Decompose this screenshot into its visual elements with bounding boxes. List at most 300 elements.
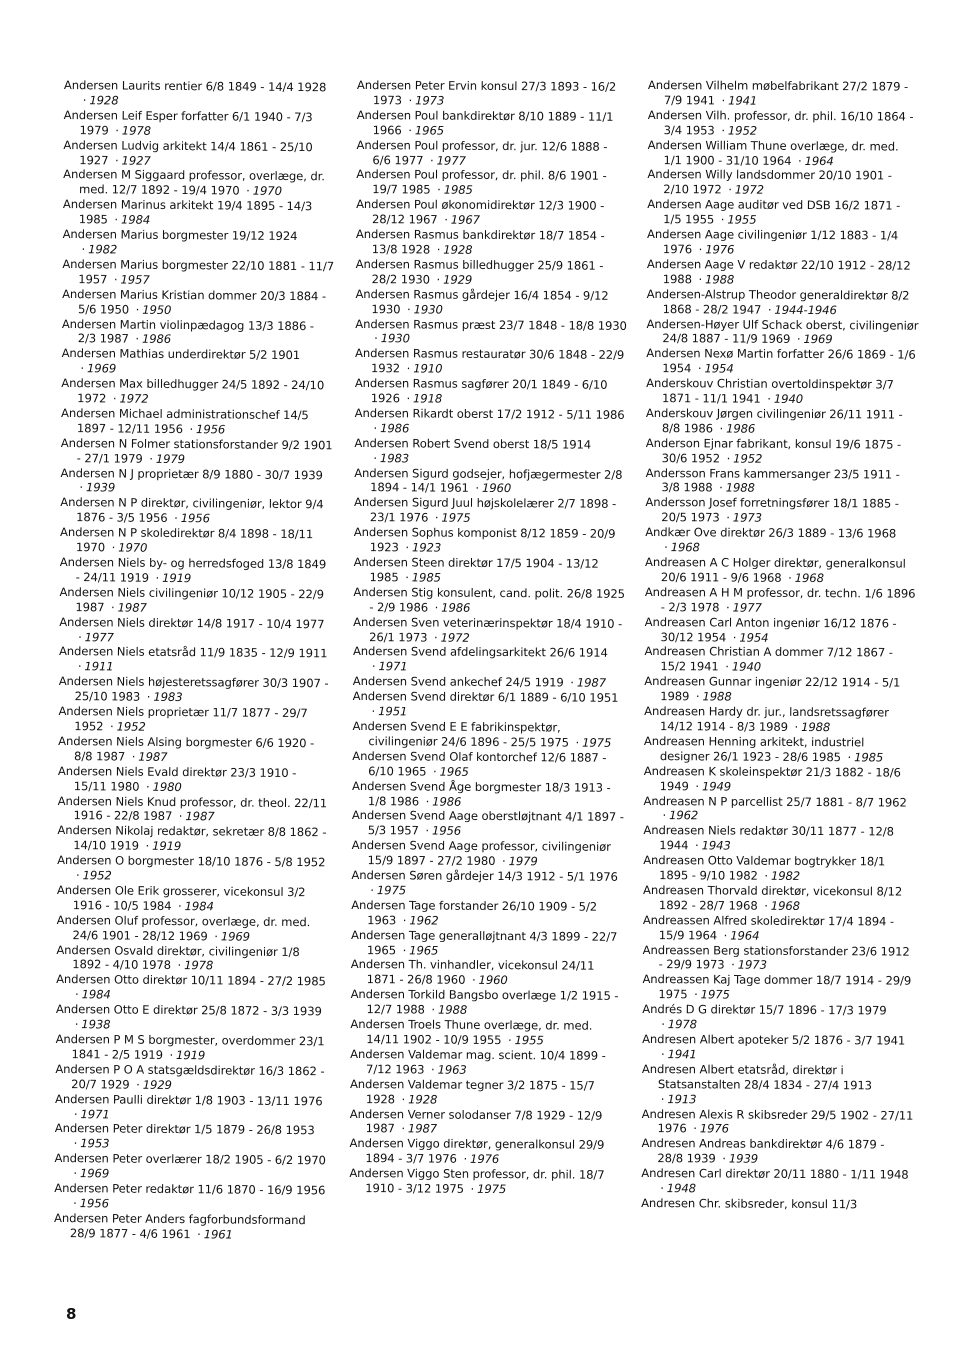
separator-dot: · xyxy=(788,570,792,585)
separator-dot: · xyxy=(246,183,250,198)
index-entry xyxy=(355,376,627,408)
separator-dot: · xyxy=(408,123,412,138)
entry-year: 1988 xyxy=(705,272,735,287)
separator-dot: · xyxy=(405,570,409,585)
entry-year: 1952 xyxy=(116,719,146,734)
entry-text: Andersen Verner solodanser 7/8 1929 - 12/9 1987 xyxy=(349,1106,603,1136)
index-entry xyxy=(645,525,917,556)
entry-year: 1976 xyxy=(470,1152,500,1167)
entry-year: 1967 xyxy=(450,212,480,228)
index-entry xyxy=(356,167,628,199)
entry-year: 1987 xyxy=(407,1121,438,1137)
index-entry xyxy=(63,167,335,199)
separator-dot: · xyxy=(111,540,116,555)
entry-year: 1988 xyxy=(725,480,755,496)
entry-text: Andersen Rasmus præst 23/7 1848 - 18/8 1930 xyxy=(355,316,627,333)
index-entry xyxy=(54,1211,326,1243)
entry-text: Andersen Poul professor, dr. phil. 8/6 1901 - 19/7 1985 xyxy=(356,167,607,197)
entry-year: 1968 xyxy=(794,570,824,585)
entry-text: Andrés D G direktør 15/7 1896 - 17/3 1979 xyxy=(642,1002,887,1018)
index-entry xyxy=(643,883,915,914)
entry-year: 1977 xyxy=(84,629,114,644)
entry-text: Andersen Mathias underdirektør 5/2 1901 xyxy=(61,346,301,363)
index-entry xyxy=(352,808,624,840)
entry-text: Andresen Albert etatsråd, direktør i Statsanstalten 28/4 1834 - 27/4 1913 xyxy=(641,1061,872,1093)
entry-year: 1975 xyxy=(700,987,730,1002)
entry-text: Andersen Ludvig arkitekt 14/4 1861 - 25/10 1927 xyxy=(63,137,313,167)
entry-year: 1927 xyxy=(121,153,151,168)
index-entry xyxy=(60,555,332,587)
separator-dot: · xyxy=(73,1136,78,1151)
entry-year: 1930 xyxy=(413,301,443,317)
entry-text: Andersen Aage civilingeniør 1/12 1883 - 1/4 1976 xyxy=(647,227,899,257)
separator-dot: · xyxy=(570,675,574,690)
separator-dot: · xyxy=(731,957,735,973)
index-entry xyxy=(56,913,328,945)
separator-dot: · xyxy=(501,854,506,869)
entry-text: Andersen Niels etatsråd 11/9 1835 - 12/9 1911 xyxy=(58,644,328,661)
index-entry xyxy=(644,764,916,795)
index-entry xyxy=(58,734,330,766)
index-entry xyxy=(353,585,625,617)
separator-dot: · xyxy=(73,1196,77,1211)
entry-year: 1919 xyxy=(162,570,192,586)
entry-text: Anderskouv Christian overtoldinspektør 3/7 1871 - 11/1 1941 xyxy=(646,376,894,406)
entry-text: Andersen Niels Alsing borgmester 6/6 1920 - 8/8 1987 xyxy=(58,733,315,764)
separator-dot: · xyxy=(373,420,378,435)
index-entry xyxy=(353,689,625,721)
separator-dot: · xyxy=(115,123,119,138)
entry-year: 1956 xyxy=(79,1196,109,1211)
entry-text: Andreasen Otto Valdemar bogtrykker 18/1 1895 - 9/10 1982 xyxy=(643,853,886,883)
index-entry xyxy=(63,108,335,140)
separator-dot: · xyxy=(661,1017,665,1032)
entry-text: Andersen Paulli direktør 1/8 1903 - 13/11 1976 xyxy=(55,1091,323,1108)
index-entry xyxy=(647,287,919,318)
entry-text: Andreasen Niels redaktør 30/11 1877 - 12/8 1944 xyxy=(643,823,894,853)
entry-year: 1961 xyxy=(203,1227,233,1242)
entry-year: 1941 xyxy=(667,1047,697,1062)
separator-dot: · xyxy=(114,212,119,227)
entry-year: 1965 xyxy=(409,942,439,958)
entry-text: Andersen Stig konsulent, cand. polit. 26/8 1925 - 2/9 1986 xyxy=(353,584,626,615)
entry-year: 1972 xyxy=(734,182,764,198)
entry-text: Andersen Oluf professor, overlæge, dr. med. 24/6 1901 - 28/12 1969 xyxy=(56,912,311,943)
separator-dot: · xyxy=(664,540,668,555)
index-entry xyxy=(646,406,918,437)
entry-year: 1968 xyxy=(770,898,800,913)
index-entry xyxy=(55,1092,327,1124)
index-entry xyxy=(59,615,331,647)
entry-year: 1964 xyxy=(804,153,834,168)
entry-text: Andersen Viggo direktør, generalkonsul 29/9 1894 - 3/7 1976 xyxy=(349,1136,605,1166)
entry-year: 1987 xyxy=(117,600,147,615)
separator-dot: · xyxy=(767,302,772,317)
entry-text: Andreasen A C Holger direktør, generalkonsul 20/6 1911 - 9/6 1968 xyxy=(645,554,906,585)
separator-dot: · xyxy=(660,1047,665,1062)
separator-dot: · xyxy=(720,212,725,227)
entry-year: 1913 xyxy=(667,1091,697,1106)
entry-year: 1968 xyxy=(670,540,700,555)
entry-text: Andersen Sophus komponist 8/12 1859 - 20/9 1923 xyxy=(353,525,616,555)
separator-dot: · xyxy=(406,391,411,406)
index-entry xyxy=(354,436,626,468)
index-entry xyxy=(62,227,334,259)
entry-text: Andersen Laurits rentier 6/8 1849 - 14/4 1928 xyxy=(63,78,327,95)
index-entry xyxy=(642,1062,914,1108)
entry-year: 1975 xyxy=(477,1181,507,1197)
entry-year: 1929 xyxy=(443,272,473,287)
entry-year: 1983 xyxy=(379,450,410,466)
entry-text: Andersson Frans kammersanger 23/5 1911 - 3/8 1988 xyxy=(645,465,900,495)
entry-year: 1929 xyxy=(142,1077,172,1092)
entry-text: Andersen Tage generalløjtnant 4/3 1899 - 22/7 1965 xyxy=(350,927,618,957)
entry-year: 1919 xyxy=(176,1047,206,1063)
entry-year: 1965 xyxy=(439,764,469,779)
entry-year: 1985 xyxy=(854,750,884,765)
separator-dot: · xyxy=(732,630,737,645)
entry-text: Andersen Poul bankdirektør 8/10 1889 - 11/1 1966 xyxy=(356,107,614,138)
index-entry xyxy=(62,287,334,319)
entry-year: 1940 xyxy=(731,659,762,675)
separator-dot: · xyxy=(111,600,115,615)
entry-text: Andersen Peter Ervin konsul 27/3 1893 - 16/2 1973 xyxy=(356,78,617,108)
index-entry xyxy=(352,749,624,781)
entry-text: Andreasen Christian A dommer 7/12 1867 - 15/2 1941 xyxy=(644,644,893,674)
separator-dot: · xyxy=(406,361,411,376)
entry-year: 1956 xyxy=(431,823,462,839)
entry-year: 1984 xyxy=(121,212,151,227)
entry-text: Andersen Viggo Sten professor, dr. phil. 18/7 1910 - 3/12 1975 xyxy=(349,1166,605,1196)
separator-dot: · xyxy=(425,823,430,838)
entry-text: Andresen Andreas bankdirektør 4/6 1879 - 28/8 1939 xyxy=(641,1136,885,1166)
entry-text: Andersson Josef forretningsfører 18/1 1885 - 20/5 1973 xyxy=(645,495,899,525)
index-entry xyxy=(647,257,919,288)
index-entry xyxy=(646,346,918,377)
entry-year: 1950 xyxy=(142,302,172,317)
entry-year: 1969 xyxy=(803,332,833,347)
entry-text: Andersen-Alstrup Theodor generaldirektør 8/2 1868 - 28/2 1947 xyxy=(646,286,910,317)
index-entry xyxy=(648,108,920,139)
entry-text: Andersen Marius borgmester 22/10 1881 - 11/7 1957 xyxy=(62,256,335,287)
index-entry xyxy=(57,823,329,855)
index-entry xyxy=(60,495,332,527)
index-entry xyxy=(642,972,914,1003)
entry-year: 1962 xyxy=(669,808,699,823)
entry-text: Andersen P O A statsgældsdirektør 16/3 1862 - 20/7 1929 xyxy=(55,1061,325,1092)
index-entry xyxy=(356,227,628,259)
separator-dot: · xyxy=(433,630,438,645)
entry-year: 1973 xyxy=(732,510,762,525)
index-entry xyxy=(356,138,628,170)
entry-text: Andresen Carl direktør 20/11 1880 - 1/11 1948 xyxy=(641,1166,909,1182)
index-entry xyxy=(350,1107,622,1139)
entry-text: Andersen Svend Olaf kontorchef 12/6 1887 - 6/10 1965 xyxy=(352,748,607,779)
index-entry xyxy=(643,793,915,824)
index-entry xyxy=(644,704,916,735)
entry-text: Andersen Svend Aage oberstløjtnant 4/1 1897 - 5/3 1957 xyxy=(351,808,624,838)
entry-text: Andersen Rasmus billedhugger 25/9 1861 - 28/2 1930 xyxy=(355,256,604,287)
separator-dot: · xyxy=(437,182,441,197)
entry-text: Andersen Svend E E fabrikinspektør, civilingeniør 24/6 1896 - 25/5 1975 xyxy=(352,718,570,750)
entry-text: Andersen N P skoledirektør 8/4 1898 - 18/11 1970 xyxy=(59,525,314,555)
entry-text: Andersen Michael administrationschef 14/5 1897 - 12/11 1956 xyxy=(61,405,309,436)
index-entry xyxy=(647,138,919,169)
index-entry xyxy=(648,78,920,109)
entry-text: Andreasen Thorvald direktør, vicekonsul 8/12 1892 - 28/7 1968 xyxy=(642,882,903,913)
entry-text: Andersen Rasmus gårdejer 16/4 1854 - 9/12 1930 xyxy=(355,286,609,316)
index-entry xyxy=(647,227,919,258)
index-entry xyxy=(350,987,622,1019)
entry-year: 1988 xyxy=(702,689,732,704)
entry-year: 1948 xyxy=(666,1181,696,1196)
separator-dot: · xyxy=(660,1181,664,1196)
separator-dot: · xyxy=(82,93,87,108)
separator-dot: · xyxy=(114,152,119,168)
entry-text: Andersen Poul økonomidirektør 12/3 1900 - 28/12 1967 xyxy=(356,197,605,227)
index-entry xyxy=(56,943,328,975)
separator-dot: · xyxy=(575,735,580,750)
index-entry xyxy=(59,644,331,676)
entry-year: 1969 xyxy=(79,1166,110,1181)
entry-year: 1987 xyxy=(138,749,168,764)
index-entry xyxy=(56,1002,328,1034)
entry-year: 1960 xyxy=(478,973,508,988)
separator-dot: · xyxy=(371,659,376,674)
index-entry xyxy=(643,853,915,884)
entry-year: 1976 xyxy=(705,242,735,257)
index-entry xyxy=(54,1181,326,1213)
separator-dot: · xyxy=(169,1047,174,1062)
separator-dot: · xyxy=(402,913,407,928)
index-entry xyxy=(356,257,628,289)
entry-text: Andersen Willy landsdommer 20/10 1901 - 2/10 1972 xyxy=(647,167,892,197)
separator-dot: · xyxy=(475,481,480,496)
entry-year: 1984 xyxy=(184,898,214,914)
entry-year: 1970 xyxy=(118,540,148,555)
entry-year: 1952 xyxy=(82,868,112,883)
entry-year: 1969 xyxy=(220,929,251,944)
separator-dot: · xyxy=(728,182,732,197)
separator-dot: · xyxy=(73,1106,78,1121)
entry-text: Andersen-Høyer Ulf Schack oberst, civilingeniør 24/8 1887 - 11/9 1969 xyxy=(646,316,919,347)
separator-dot: · xyxy=(436,242,441,257)
entry-year: 1923 xyxy=(411,540,442,555)
entry-text: Andersen N P direktør, civilingeniør, lektor 9/4 1876 - 3/5 1956 xyxy=(60,495,324,526)
separator-dot: · xyxy=(794,719,799,734)
separator-dot: · xyxy=(433,764,437,779)
entry-year: 1985 xyxy=(443,182,473,198)
entry-year: 1984 xyxy=(81,987,111,1002)
entry-year: 1987 xyxy=(576,675,607,691)
entry-year: 1983 xyxy=(153,689,183,705)
separator-dot: · xyxy=(847,750,852,765)
separator-dot: · xyxy=(698,272,703,287)
separator-dot: · xyxy=(719,421,724,436)
index-column-1 xyxy=(54,78,336,1243)
entry-text: Andresen Albert apoteker 5/2 1876 - 3/7 1941 xyxy=(642,1031,906,1048)
entry-text: Andersen Sven veterinærinspektør 18/4 1910 - 26/1 1973 xyxy=(353,614,623,645)
entry-text: Andersen Niels by- og herredsfoged 13/8 1849 - 24/11 1919 xyxy=(59,554,327,585)
separator-dot: · xyxy=(431,1002,436,1017)
separator-dot: · xyxy=(408,93,413,108)
separator-dot: · xyxy=(174,511,178,526)
index-entry xyxy=(61,436,333,468)
index-entry xyxy=(353,644,625,676)
separator-dot: · xyxy=(436,272,441,287)
separator-dot: · xyxy=(693,1121,697,1136)
entry-year: 1982 xyxy=(88,242,118,257)
entry-year: 1979 xyxy=(508,854,538,869)
index-entry xyxy=(352,779,624,811)
entry-year: 1987 xyxy=(185,809,215,824)
entry-text: Andreasen A H M professor, dr. techn. 1/6 1896 - 2/3 1978 xyxy=(644,584,916,615)
index-entry xyxy=(59,585,331,617)
entry-year: 1910 xyxy=(413,361,443,376)
entry-text: Andersen Aage auditør ved DSB 16/2 1871 - 1/5 1955 xyxy=(647,197,901,227)
entry-text: Andersen Rasmus restauratør 30/6 1848 - 22/9 1932 xyxy=(355,346,625,376)
entry-year: 1954 xyxy=(704,361,734,376)
index-entry xyxy=(644,644,916,675)
entry-text: Andersen Tage forstander 26/10 1909 - 5/2 1963 xyxy=(351,897,598,928)
separator-dot: · xyxy=(723,928,728,943)
entry-text: Andersen O borgmester 18/10 1876 - 5/8 1952 xyxy=(57,853,326,870)
index-column-3 xyxy=(641,78,920,1213)
entry-year: 1953 xyxy=(80,1136,110,1151)
index-entry xyxy=(643,823,915,854)
index-entry xyxy=(357,78,629,110)
separator-dot: · xyxy=(178,809,183,824)
entry-text: Andersen Marinus arkitekt 19/4 1895 - 14/3 1985 xyxy=(62,197,313,227)
separator-dot: · xyxy=(131,749,136,764)
separator-dot: · xyxy=(79,480,84,495)
separator-dot: · xyxy=(697,361,702,376)
separator-dot: · xyxy=(434,510,439,525)
entry-text: Andersen Valdemar mag. scient. 10/4 1899 - 7/12 1963 xyxy=(350,1046,606,1077)
entry-year: 1928 xyxy=(89,93,119,108)
index-entry xyxy=(61,376,333,408)
index-entry xyxy=(350,1047,622,1079)
index-entry xyxy=(641,1166,913,1197)
separator-dot: · xyxy=(660,1091,665,1106)
index-entry xyxy=(353,615,625,647)
entry-year: 1986 xyxy=(432,794,462,809)
entry-text: Andreasen Henning arkitekt, industriel designer 26/1 1923 - 28/6 1985 xyxy=(643,733,865,764)
entry-year: 1976 xyxy=(699,1121,730,1136)
separator-dot: · xyxy=(470,1181,475,1196)
index-entry xyxy=(55,1121,327,1153)
index-entry xyxy=(60,525,332,557)
entry-text: Andreassen Alfred skoledirektør 17/4 1894 - 15/9 1964 xyxy=(642,912,895,943)
entry-year: 1980 xyxy=(152,779,182,794)
entry-text: Andersen Nexø Martin forfatter 26/6 1869 - 1/6 1954 xyxy=(646,346,916,376)
entry-text: Andersen Niels proprietær 11/7 1877 - 29/7 1952 xyxy=(58,704,308,734)
entry-text: Andersen Th. vinhandler, vicekonsul 24/11 1871 - 26/8 1960 xyxy=(350,957,595,988)
entry-text: Andersen Peter redaktør 11/6 1870 - 16/9 1956 xyxy=(54,1181,326,1198)
separator-dot: · xyxy=(434,600,439,615)
entry-text: Andersen P M S borgmester, overdommer 23/1 1841 - 2/5 1919 xyxy=(55,1031,325,1062)
entry-year: 1971 xyxy=(80,1106,110,1121)
index-entry xyxy=(351,957,623,989)
entry-year: 1941 xyxy=(728,93,758,108)
index-entry xyxy=(351,928,623,960)
entry-text: Andkær Ove direktør 26/3 1889 - 13/6 1968 xyxy=(645,525,897,541)
entry-year: 1928 xyxy=(408,1092,438,1107)
index-entry xyxy=(647,167,919,198)
index-entry xyxy=(57,853,329,885)
entry-year: 1939 xyxy=(728,1151,759,1166)
separator-dot: · xyxy=(694,838,699,853)
index-entry xyxy=(353,555,625,587)
index-entry xyxy=(642,1107,914,1138)
entry-year: 1939 xyxy=(85,480,116,495)
index-entry xyxy=(643,913,915,944)
entry-year: 1978 xyxy=(184,958,214,973)
entry-text: Andersen Aage V redaktør 22/10 1912 - 28/12 1988 xyxy=(646,256,911,287)
separator-dot: · xyxy=(78,629,82,644)
entry-year: 1957 xyxy=(120,272,150,287)
index-column-2 xyxy=(349,78,629,1198)
separator-dot: · xyxy=(767,391,771,406)
index-entry xyxy=(642,1032,914,1063)
index-entry xyxy=(643,943,915,974)
separator-dot: · xyxy=(401,1091,406,1106)
entry-year: 1986 xyxy=(380,421,410,436)
entry-year: 1986 xyxy=(726,421,756,436)
entry-text: Andreasen Carl Anton ingeniør 16/12 1876 - 30/12 1954 xyxy=(644,614,897,645)
entry-text: Andersen Sigurd Juul højskolelærer 2/7 1898 - 23/1 1976 xyxy=(353,495,617,525)
entry-year: 1952 xyxy=(727,123,758,138)
entry-text: Anderskouv Jørgen civilingeniør 26/11 1911 - 8/8 1986 xyxy=(645,405,903,436)
entry-text: Andersen Svend Åge borgmester 18/3 1913 - 1/8 1986 xyxy=(352,778,611,808)
entry-text: Andersen Max billedhugger 24/5 1892 - 24/10 1972 xyxy=(61,376,325,406)
index-entry xyxy=(54,1151,326,1183)
entry-year: 1962 xyxy=(409,913,439,928)
entry-text: Andersen Peter overlærer 18/2 1905 - 6/2 1970 xyxy=(54,1151,326,1168)
index-entry xyxy=(351,868,623,900)
separator-dot: · xyxy=(73,1166,78,1181)
entry-text: Andersen Rikardt oberst 17/2 1912 - 5/11 1986 xyxy=(354,405,625,422)
index-entry xyxy=(645,585,917,616)
entry-year: 1911 xyxy=(84,659,114,674)
index-entry xyxy=(355,287,627,319)
index-entry xyxy=(57,793,329,825)
entry-text: Andreassen Berg stationsforstander 23/6 1912 - 29/9 1973 xyxy=(642,942,910,972)
separator-dot: · xyxy=(796,332,801,347)
entry-text: Andreassen Kaj Tage dommer 18/7 1914 - 29/9 1975 xyxy=(642,972,912,1002)
index-entry xyxy=(645,555,917,586)
entry-text: Andersen Vilh. professor, dr. phil. 16/10 1864 - 3/4 1953 xyxy=(647,107,914,138)
separator-dot: · xyxy=(405,540,410,555)
separator-dot: · xyxy=(214,929,218,944)
entry-text: Andreasen K skoleinspektør 21/3 1882 - 18/6 1949 xyxy=(643,763,901,793)
entry-year: 1969 xyxy=(86,361,117,376)
entry-year: 1928 xyxy=(443,242,473,257)
index-entry xyxy=(642,1002,914,1033)
entry-year: 1964 xyxy=(730,928,760,943)
entry-year: 1943 xyxy=(701,838,731,853)
separator-dot: · xyxy=(726,600,730,615)
entry-text: Andersen Ole Erik grosserer, vicekonsul 3/2 1916 - 10/5 1984 xyxy=(56,882,306,913)
index-entry xyxy=(645,466,917,497)
separator-dot: · xyxy=(508,1033,512,1048)
entry-text: Andersen Poul professor, dr. jur. 12/6 1888 - 6/6 1977 xyxy=(356,137,608,167)
entry-year: 1988 xyxy=(801,719,831,735)
entry-year: 1971 xyxy=(378,659,408,674)
separator-dot: · xyxy=(471,973,476,988)
entry-year: 1960 xyxy=(481,481,512,496)
separator-dot: · xyxy=(722,1151,726,1166)
